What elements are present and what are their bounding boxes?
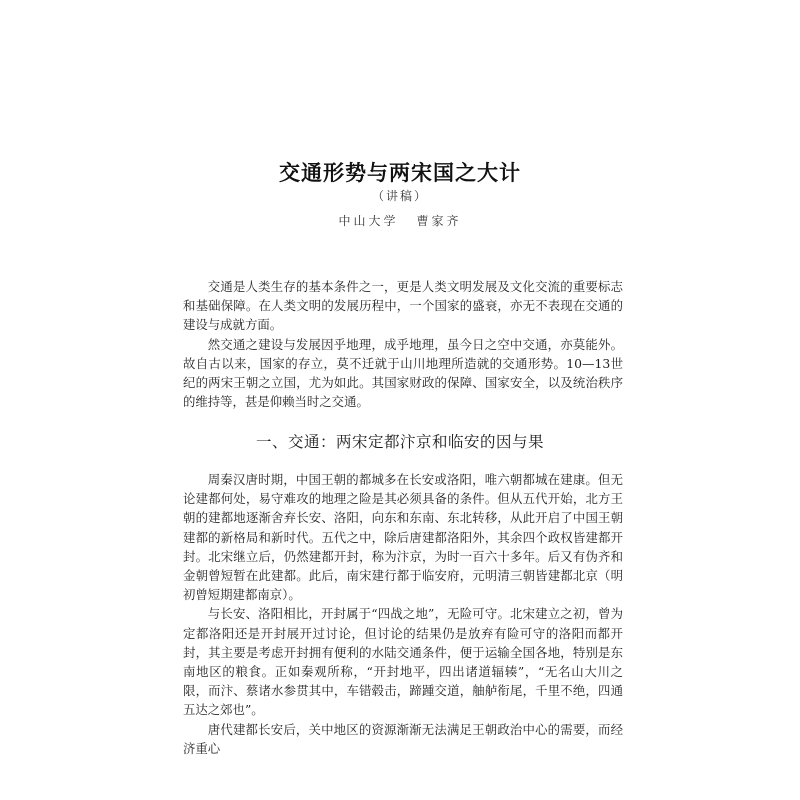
body-paragraph: 唐代建都长安后，关中地区的资源渐渐无法满足王朝政治中心的需要，而经济重心 xyxy=(183,721,623,756)
article-title: 交通形势与两宋国之大计 xyxy=(279,160,521,185)
body-paragraph: 周秦汉唐时期，中国王朝的都城多在长安或洛阳，唯六朝都城在建康。但无论建都何处，易守难攻的地理之险是其必须具备的条件。但从五代开始，北方王朝的建都地逐渐舍弃长安、洛阳，向东和东南、东北转移，从此开启了中国王朝建都的新格局和新时代。五代之中，除后唐建都洛阳外，其余四个政权皆建都开封。北宋继立后，仍然建都开封，称为汴京，为时一百六十多年。后又有伪齐和金朝曾短暂在此建都。此后，南宋建行都于临安府，元明清三朝皆建都北京（明初曾短期建都南京）。 xyxy=(183,472,623,603)
intro-paragraph: 交通是人类生存的基本条件之一，更是人类文明发展及文化交流的重要标志和基础保障。在人类文明的发展历程中，一个国家的盛衰，亦无不表现在交通的建设与成就方面。 xyxy=(183,279,623,333)
intro-section xyxy=(183,277,623,411)
article-subtitle: （讲稿） xyxy=(371,189,428,203)
section-heading: 一、交通：两宋定都汴京和临安的因与果 xyxy=(255,433,544,451)
intro-paragraph: 然交通之建设与发展因乎地理，成乎地理，虽今日之空中交通，亦莫能外。故自古以来，国家的存立，莫不迁就于山川地理所造就的交通形势。10—13世纪的两宋王朝之立国，尤为如此。其国家财政的保障、国家安全，以及统治秩序的维持等，甚是仰赖当时之交通。 xyxy=(183,336,623,410)
main-section-body xyxy=(183,470,623,758)
body-paragraph: 与长安、洛阳相比，开封属于“四战之地”，无险可守。北宋建立之初，曾为定都洛阳还是开封展开过讨论，但讨论的结果仍是放弃有险可守的洛阳而都开封，其主要是考虑开封拥有便利的水陆交通条件，便于运输全国各地，特别是东南地区的粮食。正如秦观所称，“开封地平，四出诸道辐辏”，“无名山大川之限，而汴、蔡诸水参贯其中，车错毂击，蹄踵交道，舳舻衔尾，千里不绝，四通五达之郊也”。 xyxy=(183,606,623,718)
author-name: 曹家齐 xyxy=(416,214,462,228)
author-line xyxy=(0,212,800,229)
author-affiliation: 中山大学 xyxy=(338,214,399,228)
